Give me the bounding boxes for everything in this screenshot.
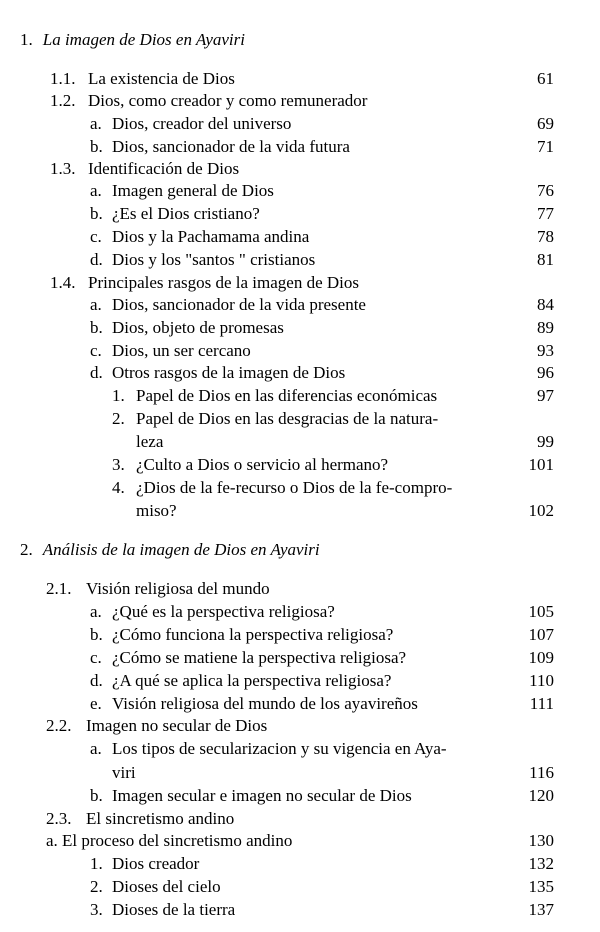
entry-page-number: 84 <box>537 295 554 314</box>
entry-title: Dioses del cielo <box>112 877 221 896</box>
entry-title: Visión religiosa del mundo de los ayavireños <box>112 694 418 713</box>
entry-title: Papel de Dios en las desgracias de la natura- <box>136 409 439 428</box>
toc-entry <box>0 203 600 225</box>
section-heading <box>20 30 245 50</box>
toc-entry <box>0 340 600 362</box>
entry-page-number: 116 <box>529 763 554 782</box>
entry-page-number: 93 <box>537 341 554 360</box>
entry-number: b. <box>90 204 103 223</box>
entry-page-number: 110 <box>529 671 554 690</box>
toc-entry <box>0 762 600 784</box>
entry-title: ¿Cómo se matiene la perspectiva religiosa? <box>112 648 407 667</box>
entry-page-number: 96 <box>537 363 554 382</box>
entry-title: El proceso del sincretismo andino <box>62 831 293 850</box>
entry-title: ¿A qué se aplica la perspectiva religiosa? <box>112 671 392 690</box>
entry-title: ¿Dios de la fe-recurso o Dios de la fe-compro- <box>136 478 453 497</box>
toc-entry <box>0 226 600 248</box>
section-number: 2. <box>20 540 33 559</box>
toc-entry <box>0 670 600 692</box>
toc-entry <box>0 385 600 407</box>
entry-number: 1.2. <box>50 91 76 110</box>
toc-entry <box>0 136 600 158</box>
entry-title: Visión religiosa del mundo <box>86 579 270 598</box>
entry-number: b. <box>90 786 103 805</box>
entry-title: Dios y los "santos " cristianos <box>112 250 316 269</box>
toc-entry <box>0 785 600 807</box>
entry-page-number: 109 <box>528 648 554 667</box>
section-title: Análisis de la imagen de Dios en Ayaviri <box>42 540 320 559</box>
entry-page-number: 107 <box>528 625 554 644</box>
entry-title: Imagen secular e imagen no secular de Dios <box>112 786 412 805</box>
entry-number: c. <box>90 227 102 246</box>
entry-number: 4. <box>112 478 125 497</box>
entry-title: ¿Qué es la perspectiva religiosa? <box>112 602 335 621</box>
toc-entry <box>0 68 600 90</box>
toc-entry <box>0 715 600 737</box>
entry-page-number: 81 <box>537 250 554 269</box>
entry-number: a. <box>90 602 102 621</box>
entry-number: c. <box>90 341 102 360</box>
entry-number: 1. <box>112 386 125 405</box>
entry-number: 1.1. <box>50 69 76 88</box>
toc-entry <box>0 500 600 522</box>
toc-entry <box>0 408 600 430</box>
toc-entry <box>0 578 600 600</box>
toc-entry <box>0 899 600 921</box>
entry-number: 1.3. <box>50 159 76 178</box>
entry-page-number: 78 <box>537 227 554 246</box>
toc-entry <box>0 362 600 384</box>
entry-page-number: 89 <box>537 318 554 337</box>
entry-title: Dios, objeto de promesas <box>112 318 284 337</box>
toc-entry <box>0 90 600 112</box>
entry-page-number: 101 <box>528 455 554 474</box>
entry-number: a. <box>90 181 102 200</box>
entry-number: 1.4. <box>50 273 76 292</box>
toc-entry <box>0 431 600 453</box>
toc-entry <box>0 853 600 875</box>
entry-title: viri <box>112 763 136 782</box>
entry-number: 2.1. <box>46 579 72 598</box>
section-title: La imagen de Dios en Ayaviri <box>42 30 245 49</box>
entry-title: Dios, sancionador de la vida futura <box>112 137 350 156</box>
entry-title: ¿Cómo funciona la perspectiva religiosa? <box>112 625 394 644</box>
entry-page-number: 61 <box>537 69 554 88</box>
entry-number: 2. <box>90 877 103 896</box>
toc-entry <box>0 830 600 852</box>
entry-title: Dios, sancionador de la vida presente <box>112 295 366 314</box>
entry-title: Dios, creador del universo <box>112 114 292 133</box>
entry-title: leza <box>136 432 164 451</box>
entry-page-number: 137 <box>528 900 554 919</box>
toc-entry <box>0 693 600 715</box>
entry-title: miso? <box>136 501 177 520</box>
entry-page-number: 105 <box>528 602 554 621</box>
entry-page-number: 130 <box>528 831 554 850</box>
entry-page-number: 102 <box>528 501 554 520</box>
toc-entry <box>0 738 600 760</box>
entry-page-number: 135 <box>528 877 554 896</box>
entry-page-number: 76 <box>537 181 554 200</box>
toc-entry <box>0 113 600 135</box>
entry-title: Principales rasgos de la imagen de Dios <box>88 273 359 292</box>
entry-title: ¿Culto a Dios o servicio al hermano? <box>136 455 389 474</box>
entry-number: 2. <box>112 409 125 428</box>
toc-entry <box>0 624 600 646</box>
entry-number: d. <box>90 671 103 690</box>
entry-number: b. <box>90 318 103 337</box>
entry-page-number: 71 <box>537 137 554 156</box>
toc-entry <box>0 876 600 898</box>
entry-page-number: 111 <box>529 694 554 713</box>
entry-title: Dios y la Pachamama andina <box>112 227 310 246</box>
entry-number: 2.3. <box>46 809 72 828</box>
toc-entry <box>0 249 600 271</box>
entry-title: Dios, un ser cercano <box>112 341 251 360</box>
entry-number: b. <box>90 625 103 644</box>
toc-entry <box>0 317 600 339</box>
toc-entry <box>0 808 600 830</box>
entry-title: Dioses de la tierra <box>112 900 236 919</box>
entry-number: d. <box>90 363 103 382</box>
entry-title: Los tipos de secularizacion y su vigencia en Aya- <box>112 739 447 758</box>
toc-entry <box>0 601 600 623</box>
entry-number: e. <box>90 694 102 713</box>
entry-number: d. <box>90 250 103 269</box>
section-heading <box>20 540 320 560</box>
entry-title: Papel de Dios en las diferencias económicas <box>136 386 438 405</box>
entry-title: Dios creador <box>112 854 200 873</box>
entry-number: a. <box>90 739 102 758</box>
entry-title: El sincretismo andino <box>86 809 235 828</box>
entry-page-number: 77 <box>537 204 554 223</box>
entry-title: Identificación de Dios <box>88 159 240 178</box>
toc-entry <box>0 454 600 476</box>
toc-entry <box>0 477 600 499</box>
entry-number: a. <box>90 295 102 314</box>
entry-page-number: 120 <box>528 786 554 805</box>
entry-title: Dios, como creador y como remunerador <box>88 91 368 110</box>
entry-number: 1. <box>90 854 103 873</box>
toc-entry <box>0 158 600 180</box>
entry-number: 3. <box>112 455 125 474</box>
entry-page-number: 97 <box>537 386 554 405</box>
section-number: 1. <box>20 30 33 49</box>
entry-number: a. <box>46 831 58 850</box>
entry-title: ¿Es el Dios cristiano? <box>112 204 260 223</box>
toc-entry <box>0 272 600 294</box>
entry-number: 2.2. <box>46 716 72 735</box>
entry-number: a. <box>90 114 102 133</box>
entry-title: La existencia de Dios <box>88 69 235 88</box>
entry-number: b. <box>90 137 103 156</box>
entry-title: Imagen general de Dios <box>112 181 274 200</box>
toc-entry <box>0 647 600 669</box>
entry-title: Otros rasgos de la imagen de Dios <box>112 363 346 382</box>
toc-entry <box>0 294 600 316</box>
entry-page-number: 69 <box>537 114 554 133</box>
entry-number: c. <box>90 648 102 667</box>
entry-page-number: 99 <box>537 432 554 451</box>
entry-title: Imagen no secular de Dios <box>86 716 268 735</box>
toc-entry <box>0 180 600 202</box>
entry-number: 3. <box>90 900 103 919</box>
entry-page-number: 132 <box>528 854 554 873</box>
